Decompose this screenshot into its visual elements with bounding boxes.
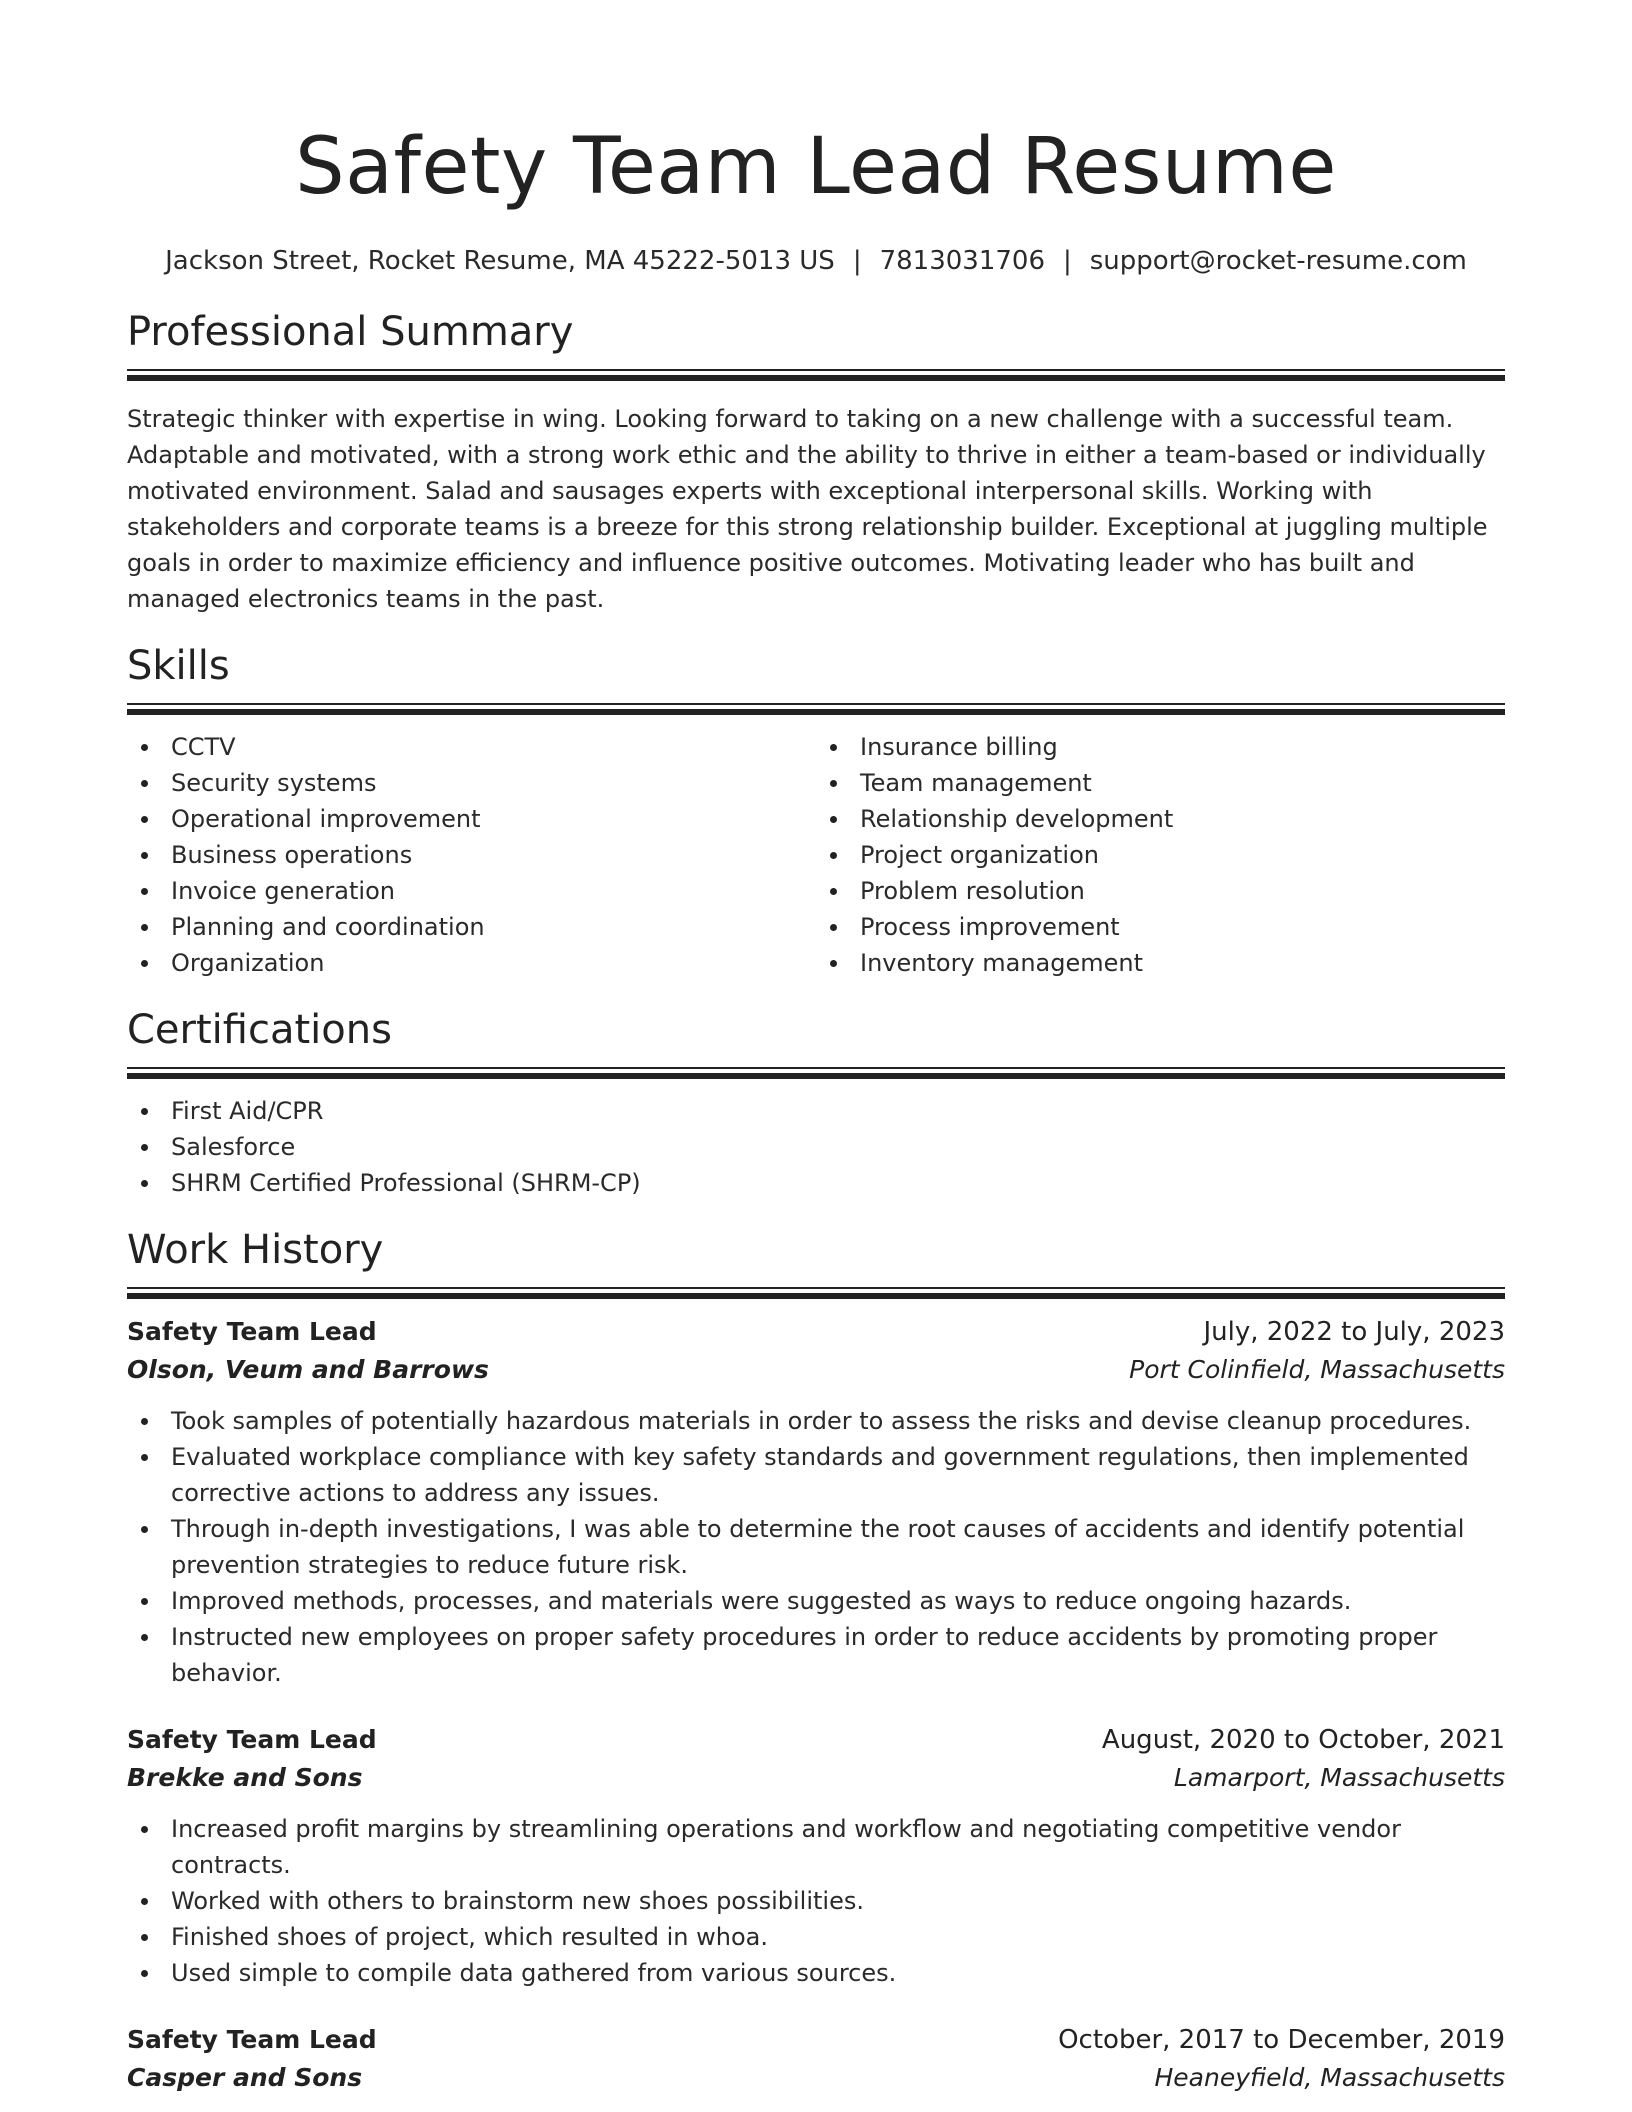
job-entry	[127, 2021, 1505, 2097]
job-dates: July, 2022 to July, 2023	[1203, 1317, 1505, 1348]
skills-section	[127, 643, 1505, 981]
skill-item: Operational improvement	[127, 801, 816, 837]
contact-separator: |	[852, 246, 862, 276]
certification-item: First Aid/CPR	[127, 1093, 1505, 1129]
section-divider	[127, 703, 1505, 715]
section-heading-summary: Professional Summary	[127, 309, 574, 356]
certification-item: SHRM Certified Professional (SHRM-CP)	[127, 1165, 1505, 1201]
job-dates: August, 2020 to October, 2021	[1101, 1725, 1505, 1756]
job-bullet: Took samples of potentially hazardous materials in order to assess the risks and devise cleanup procedures.	[127, 1403, 1505, 1439]
skill-item: Project organization	[816, 837, 1505, 873]
job-title: Safety Team Lead	[127, 1317, 377, 1347]
job-bullet: Increased profit margins by streamlining operations and workflow and negotiating competitive vendor contracts.	[127, 1811, 1505, 1883]
job-bullet: Improved methods, processes, and materials were suggested as ways to reduce ongoing hazards.	[127, 1583, 1505, 1619]
skill-item: Inventory management	[816, 945, 1505, 981]
skill-item: CCTV	[127, 729, 816, 765]
section-divider	[127, 1287, 1505, 1299]
skill-item: Relationship development	[816, 801, 1505, 837]
job-entry	[127, 1721, 1505, 1991]
job-location: Heaneyfield, Massachusetts	[1154, 2063, 1505, 2093]
certification-item: Salesforce	[127, 1129, 1505, 1165]
job-location: Port Colinfield, Massachusetts	[1129, 1355, 1505, 1385]
job-dates: October, 2017 to December, 2019	[1058, 2025, 1505, 2056]
section-divider	[127, 1067, 1505, 1079]
job-bullet: Finished shoes of project, which resulted in whoa.	[127, 1919, 1505, 1955]
skill-item: Team management	[816, 765, 1505, 801]
contact-email[interactable]: support@rocket-resume.com	[1089, 246, 1467, 276]
section-divider	[127, 369, 1505, 381]
work-history-section	[127, 1227, 1505, 2097]
skill-item: Security systems	[127, 765, 816, 801]
skills-list-right	[816, 729, 1505, 981]
skill-item: Invoice generation	[127, 873, 816, 909]
job-bullets	[127, 1811, 1505, 1991]
job-location: Lamarport, Massachusetts	[1173, 1763, 1505, 1793]
skill-item: Business operations	[127, 837, 816, 873]
section-heading-skills: Skills	[127, 643, 230, 690]
job-company: Olson, Veum and Barrows	[127, 1355, 489, 1385]
certifications-section	[127, 1007, 1505, 1201]
skill-item: Process improvement	[816, 909, 1505, 945]
job-bullet: Evaluated workplace compliance with key safety standards and government regulations, then implemented corrective actions to address any issues.	[127, 1439, 1505, 1511]
contact-line	[127, 246, 1505, 277]
contact-phone: 7813031706	[879, 246, 1045, 276]
job-company: Casper and Sons	[127, 2063, 363, 2093]
skill-item: Organization	[127, 945, 816, 981]
job-company: Brekke and Sons	[127, 1763, 363, 1793]
job-title: Safety Team Lead	[127, 2025, 377, 2055]
job-bullet: Worked with others to brainstorm new shoes possibilities.	[127, 1883, 1505, 1919]
job-title: Safety Team Lead	[127, 1725, 377, 1755]
job-bullet: Through in-depth investigations, I was able to determine the root causes of accidents and identify potential prevention strategies to reduce future risk.	[127, 1511, 1505, 1583]
skills-list-left	[127, 729, 816, 981]
section-heading-work-history: Work History	[127, 1227, 384, 1274]
job-bullets	[127, 1403, 1505, 1691]
job-bullet: Used simple to compile data gathered from various sources.	[127, 1955, 1505, 1991]
skill-item: Insurance billing	[816, 729, 1505, 765]
summary-text: Strategic thinker with expertise in wing. Looking forward to taking on a new challenge with a successful team. Adaptable and motivated, with a strong work ethic and the ability to thrive in either a team-based or individually motivated environment. Salad and sausages experts with exceptional interpersonal skills. Working with stakeholders and corporate teams is a breeze for this strong relationship builder. Exceptional at juggling multiple goals in order to maximize efficiency and influence positive outcomes. Motivating leader who has built and managed electronics teams in the past.	[127, 405, 1488, 614]
job-bullet: Instructed new employees on proper safety procedures in order to reduce accidents by promoting proper behavior.	[127, 1619, 1505, 1691]
skills-columns	[127, 729, 1505, 981]
job-entry	[127, 1313, 1505, 1691]
skill-item: Planning and coordination	[127, 909, 816, 945]
certifications-list	[127, 1093, 1505, 1201]
section-heading-certifications: Certifications	[127, 1007, 392, 1054]
contact-separator: |	[1063, 246, 1072, 276]
resume-title: Safety Team Lead Resume	[295, 122, 1337, 212]
skill-item: Problem resolution	[816, 873, 1505, 909]
summary-section	[127, 309, 1505, 617]
contact-address: Jackson Street, Rocket Resume, MA 45222-5013 US	[165, 246, 835, 276]
